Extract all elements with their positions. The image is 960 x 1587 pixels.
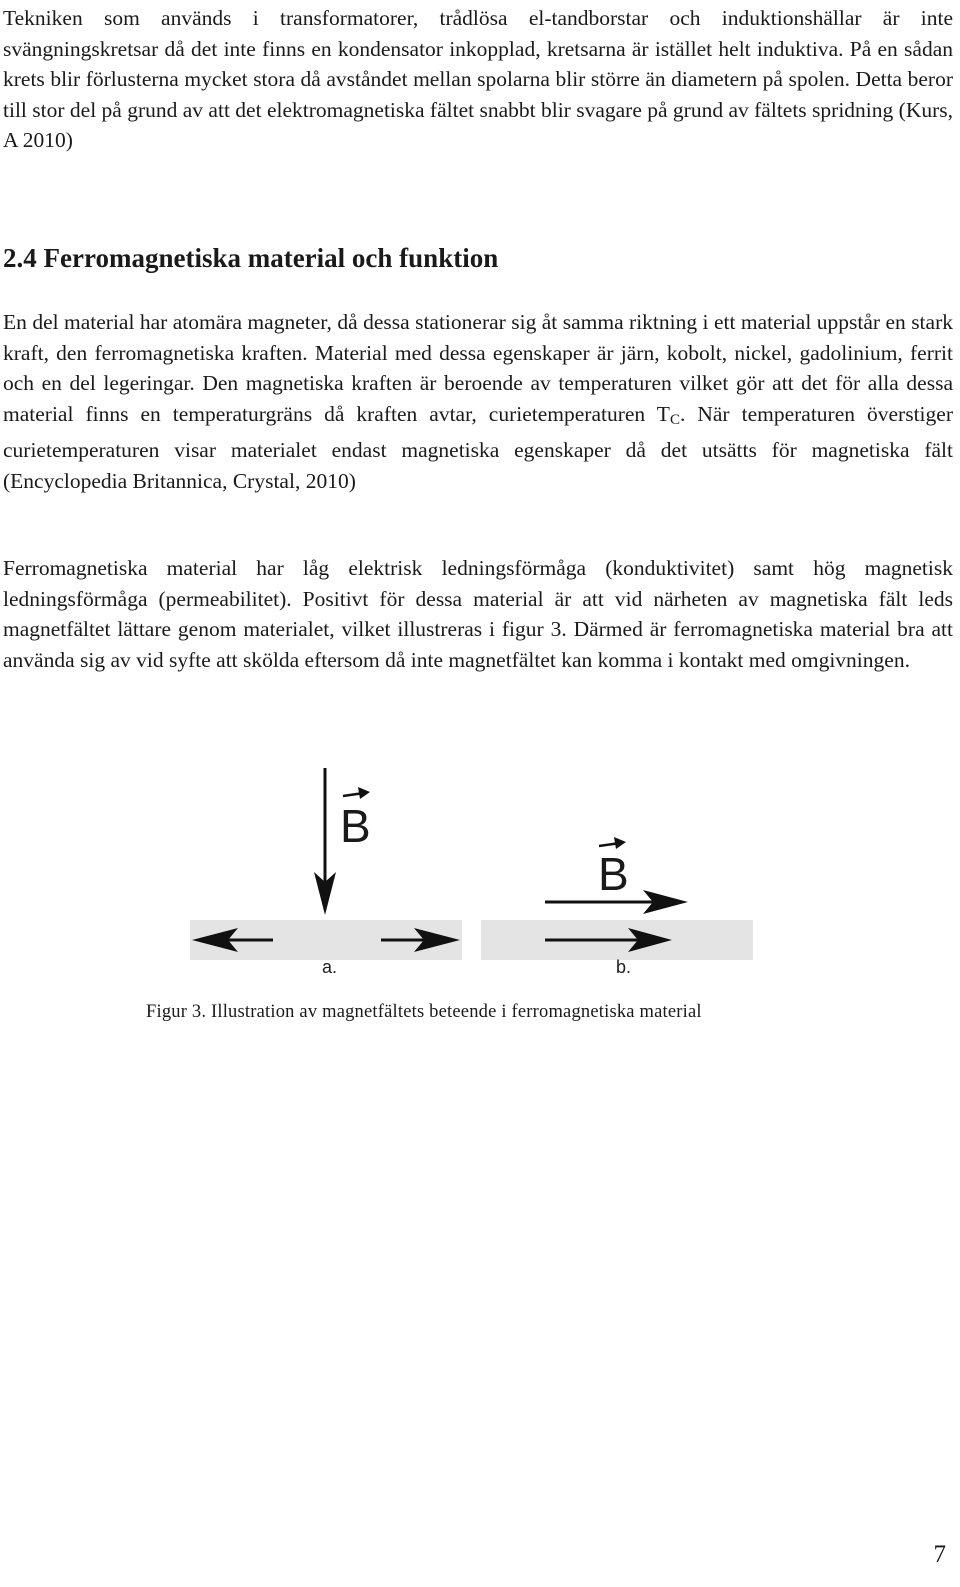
intro-paragraph: Tekniken som används i transformatorer, trådlösa el-tandborstar och induktionshällar är inte svängningskretsar då det inte finns en kondensator inkopplad, kretsarna är istället helt induktiva. På en sådan krets blir förlusterna mycket stora då avståndet mellan spolarna blir större än diametern på spolen. Detta beror till stor del på grund av att det elektromagnetiska fältet snabbt blir svagare på grund av fältets spridning (Kurs, A 2010): [3, 6, 953, 153]
document-page: [3, 0, 953, 672]
panel-label-a: a.: [322, 957, 338, 977]
panel-label-b: b.: [616, 957, 632, 977]
field-symbol-a: B: [340, 800, 371, 852]
vector-arrow-a-head: [358, 787, 370, 799]
field-symbol-b: B: [598, 848, 629, 900]
figure-caption: Figur 3. Illustration av magnetfältets beteende i ferromagnetiska material: [146, 1002, 702, 1022]
ferromagnetic-paragraph: [3, 307, 953, 497]
figure-3-illustration: [188, 760, 758, 985]
section-heading: 2.4 Ferromagnetiska material och funktion: [3, 243, 499, 273]
ferro-text-part1: En del material har atomära magneter, då dessa stationerar sig åt samma riktning i ett material uppstår en stark kraft, den ferromagnetiska kraften. Material med dessa egenskaper är järn, kobolt, nickel, gadolinium, ferrit och en del legeringar. Den magnetiska kraften är beroende av temperaturen vilket gör att det för alla dessa material finns en temperaturgräns då kraften avtar, curietemperaturen T: [3, 310, 953, 426]
page-number: 7: [933, 1541, 946, 1568]
curie-subscript: C: [669, 411, 680, 428]
ferro-text-part2: . När temperaturen överstiger curietemperaturen visar materialet endast magnetiska egenskaper då det utsätts för magnetiska fält (Encyclopedia Britannica, Crystal, 2010): [3, 401, 953, 493]
conductivity-paragraph: Ferromagnetiska material har låg elektrisk ledningsförmåga (konduktivitet) samt hög magnetisk ledningsförmåga (permeabilitet). Positivt för dessa material är att vid närheten av magnetiska fält leds magnetfältet lättare genom materialet, vilket illustreras i figur 3. Därmed är ferromagnetiska material bra att använda sig av vid syfte att skölda eftersom då inte magnetfältet kan komma i kontakt med omgivningen.: [3, 556, 953, 672]
